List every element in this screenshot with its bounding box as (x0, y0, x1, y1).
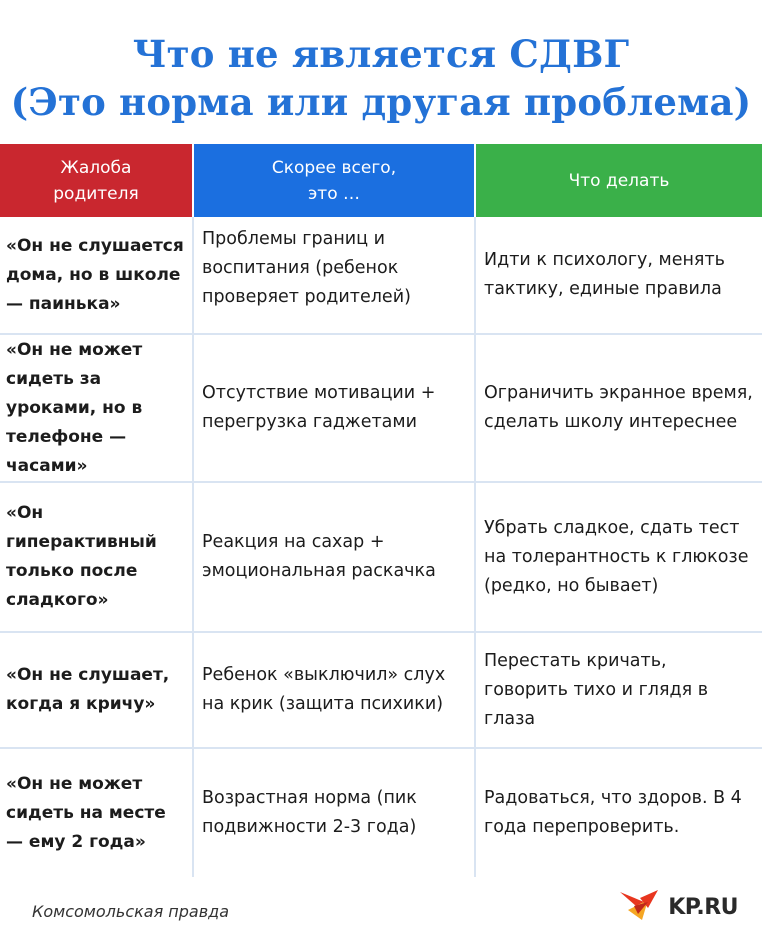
cause-cell: Возрастная норма (пик подвижности 2-3 года) (192, 749, 474, 877)
cause-cell: Ребенок «выключил» слух на крик (защита психики) (192, 633, 474, 747)
cause-cell: Реакция на сахар + эмоциональная раскачка (192, 483, 474, 631)
complaint-cell: «Он не слушается дома, но в школе — паинька» (6, 235, 184, 314)
table-row (0, 747, 762, 877)
comparison-table (0, 144, 762, 877)
table-header-row (0, 144, 762, 217)
header-action (474, 144, 762, 217)
complaint-cell: «Он не может сидеть за уроками, но в телефоне — часами» (6, 339, 143, 476)
logo-text: KP.RU (668, 894, 738, 920)
header-action-label: Что делать (568, 170, 670, 191)
table-row (0, 217, 762, 333)
action-cell: Убрать сладкое, сдать тест на толерантность к глюкозе (редко, но бывает) (474, 483, 762, 631)
header-cause (192, 144, 474, 217)
header-complaint (0, 144, 192, 217)
action-cell: Перестать кричать, говорить тихо и глядя в глаза (474, 633, 762, 747)
header-complaint-label: Жалоба родителя (53, 157, 139, 204)
title-line-2: (Это норма или другая проблема) (10, 80, 752, 124)
kp-bird-icon (618, 888, 662, 926)
complaint-cell: «Он не слушает, когда я кричу» (6, 665, 170, 714)
table-body (0, 217, 762, 877)
title-line-1: Что не является СДВГ (132, 32, 630, 76)
complaint-cell: «Он гиперактивный только после сладкого» (6, 503, 157, 610)
cause-cell: Проблемы границ и воспитания (ребенок проверяет родителей) (192, 217, 474, 333)
cause-cell: Отсутствие мотивации + перегрузка гаджетами (192, 335, 474, 481)
table-row (0, 631, 762, 747)
source-credit: Комсомольская правда (32, 902, 230, 921)
table-row (0, 333, 762, 481)
complaint-cell: «Он не может сидеть на месте — ему 2 года» (6, 773, 166, 852)
header-cause-label: Скорее всего, это … (271, 157, 397, 204)
action-cell: Радоваться, что здоров. В 4 года перепроверить. (474, 749, 762, 877)
kp-logo (618, 888, 738, 926)
action-cell: Ограничить экранное время, сделать школу интереснее (474, 335, 762, 481)
page-title (0, 30, 762, 126)
action-cell: Идти к психологу, менять тактику, единые правила (474, 217, 762, 333)
table-row (0, 481, 762, 631)
